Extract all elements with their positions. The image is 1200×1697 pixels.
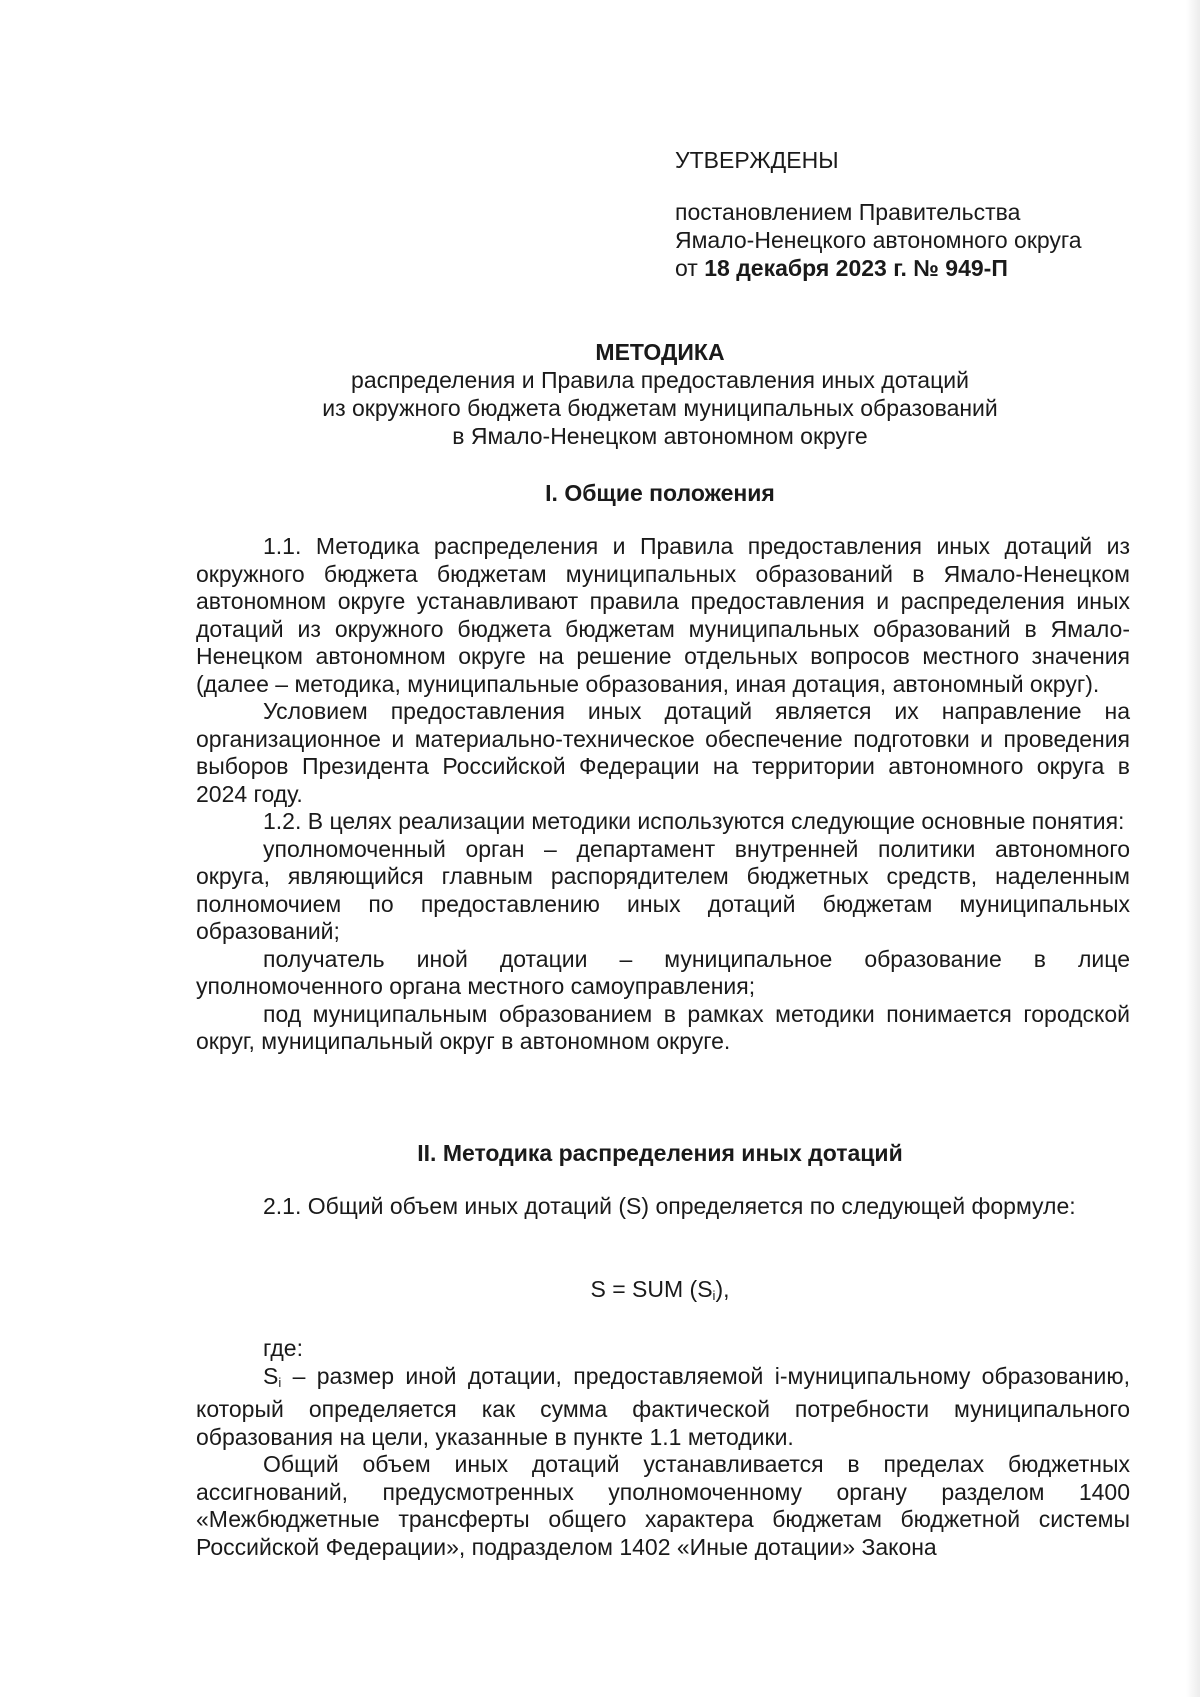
formula-left: S = SUM (S xyxy=(590,1276,713,1302)
definition-text: – размер иной дотации, предоставляемой i-муниципальному образованию, который определяется как сумма фактической потребности муниципального образования на цели, указанные в пункте 1.1 методики. xyxy=(196,1362,1130,1450)
section-2-intro-block xyxy=(196,1193,1130,1221)
paragraph-closing: Общий объем иных дотаций устанавливается в пределах бюджетных ассигнований, предусмотренных уполномоченному органу разделом 1400 «Межбюджетные трансферты общего характера бюджетам бюджетной системы Российской Федерации», подразделом 1402 «Иные дотации» Закона xyxy=(196,1451,1130,1560)
paragraph-definition-si xyxy=(196,1363,1130,1452)
document-title-block xyxy=(195,338,1125,450)
formula-subscript: i xyxy=(712,1288,716,1303)
document-subtitle-line-2: из окружного бюджета бюджетам муниципальных образований xyxy=(322,395,998,421)
paragraph-1-2: 1.2. В целях реализации методики используются следующие основные понятия: xyxy=(263,808,1125,834)
paragraph-2-1: 2.1. Общий объем иных дотаций (S) определяется по следующей формуле: xyxy=(263,1193,1076,1219)
approval-line-2: Ямало-Ненецкого автономного округа xyxy=(675,227,1082,253)
paragraph-recipient: получатель иной дотации – муниципальное образование в лице уполномоченного органа местного самоуправления; xyxy=(196,945,1130,999)
formula-right: ), xyxy=(715,1276,730,1302)
paragraph-municipality: под муниципальным образованием в рамках методики понимается городской округ, муниципальный округ в автономном округе. xyxy=(196,1000,1130,1054)
approval-stamp: УТВЕРЖДЕНЫ xyxy=(675,147,839,173)
section-2-body xyxy=(196,1335,1130,1561)
paragraph-1-1: 1.1. Методика распределения и Правила предоставления иных дотаций из окружного бюджета бюджетам муниципальных образований в Ямало-Ненецком автономном округе устанавливают правила предоставления и распределения иных дотаций из окружного бюджета бюджетам муниципальных образований в Ямало-Ненецком автономном округе на решение отдельных вопросов местного значения (далее – методика, муниципальные образования, иная дотация, автономный округ). xyxy=(196,533,1130,697)
scan-edge-shadow xyxy=(1186,0,1200,1697)
definition-subscript: i xyxy=(278,1374,282,1390)
paragraph-where: где: xyxy=(263,1335,303,1361)
approval-line-1: постановлением Правительства xyxy=(675,199,1021,225)
approval-date-value: 18 декабря 2023 г. № 949-П xyxy=(704,255,1008,281)
paragraph-condition: Условием предоставления иных дотаций является их направление на организационное и материально-техническое обеспечение подготовки и проведения выборов Президента Российской Федерации на территории автономного округа в 2024 году. xyxy=(196,698,1130,807)
approval-block xyxy=(675,146,1145,282)
approval-date xyxy=(675,254,1145,282)
formula xyxy=(195,1275,1125,1310)
definition-symbol: S xyxy=(263,1362,279,1389)
section-1-body xyxy=(196,533,1130,1056)
document-title: МЕТОДИКА xyxy=(595,339,725,365)
section-2-heading: II. Методика распределения иных дотаций xyxy=(417,1140,903,1166)
approval-date-prefix: от xyxy=(675,255,698,281)
document-subtitle-line-3: в Ямало-Ненецком автономном округе xyxy=(452,423,868,449)
paragraph-authorized-body: уполномоченный орган – департамент внутренней политики автономного округа, являющийся главным распорядителем бюджетных средств, наделенным полномочием по предоставлению иных дотаций бюджетам муниципальных образований; xyxy=(196,835,1130,944)
section-1-heading: I. Общие положения xyxy=(545,480,775,506)
document-subtitle-line-1: распределения и Правила предоставления иных дотаций xyxy=(351,367,969,393)
